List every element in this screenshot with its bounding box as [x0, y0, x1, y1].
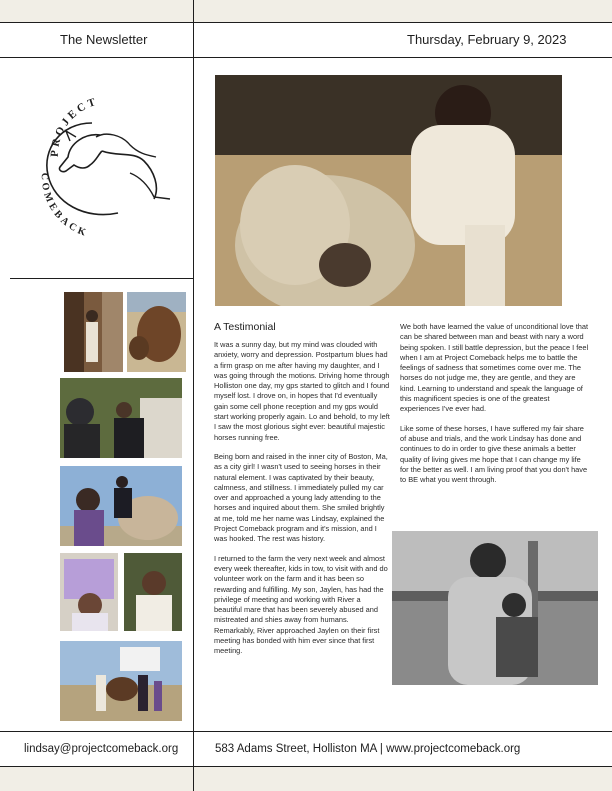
column-divider — [193, 0, 194, 791]
sidebar-rule — [10, 278, 193, 279]
photo-barn-child — [64, 292, 123, 372]
article-paragraph: We both have learned the value of unconditional love that can be shared between man and beast with nary a word being spoken. I still battle depression, but the peace I feel when I am at Project Comeback helps me to battle the feelings of sadness that sometimes come over me. The horses do not judge me, they are gentle, and they are kind. Learning to understand and speak the language of this magnificent species is one of the greatest experiences I've ever had. — [400, 322, 589, 414]
newsletter-title: The Newsletter — [60, 32, 148, 47]
photo-family-horses — [60, 641, 182, 721]
issue-date: Thursday, February 9, 2023 — [407, 32, 567, 47]
svg-text:COMEBACK — [39, 173, 90, 240]
article-paragraph: Being born and raised in the inner city of Boston, Ma, as a city girl! I wasn't used to seeing horses in their natural element. I was captivated by their beauty, calmness, and stillness. I immediately pulled my car over and approached a young lady attending to the horses and inquired about them. She smiled brightly at me, told me her name was Lindsay, explained the Project Comeback program and it's mission, and I was hooked. The rest was history. — [214, 451, 388, 544]
article-column-1 — [214, 321, 390, 666]
top-band — [0, 0, 612, 22]
photo-horse-riders — [60, 466, 182, 546]
article-paragraph: Like some of these horses, I have suffered my fair share of abuse and trials, and the work Lindsay has done and continues to do in order to give these animals a better quality of living gives me hope that I can change my life for the better as well. I am living proof that you don't have to BE what you went through. — [400, 423, 588, 485]
bottom-band — [0, 767, 612, 791]
horse-logo-icon — [30, 95, 180, 245]
photo-winter-group — [60, 378, 182, 458]
article-paragraph: I returned to the farm the very next week and almost every week thereafter, kids in tow, to visit with and do volunteer work on the farm and it has been so rewarding and fulfilling. My son, Jaylen, has had the privilege of meeting and working with River a beautiful mare that has been severely abused and mistreated and shies away from humans. Remarkably, River approached Jaylen on their first meeting has bonded with him ever since that first meeting. — [214, 553, 388, 656]
contact-email[interactable]: lindsay@projectcomeback.org — [24, 743, 179, 755]
photo-smiling-woman — [124, 553, 182, 631]
rule-footer-top — [0, 731, 612, 732]
photo-mother-son-bw — [392, 531, 598, 685]
article-paragraph: It was a sunny day, but my mind was clouded with anxiety, worry and depression. Postpartum blues had a firm grasp on me after having my daughter, and I was going through the motions. Driving home through Holliston one day, my gps started to glitch and I found myself lost. I drove on, in hopes that I'd eventually gain some cell phone reception and my gps would start working properly again. Lo and behold, to my left I saw the most glorious sight ever: beautiful majestic horses running free. — [214, 340, 390, 442]
article-heading: A Testimonial — [214, 321, 276, 333]
logo-top-text: PROJECT — [48, 95, 100, 158]
hero-photo-woman-pony — [215, 75, 562, 306]
logo-bottom-text: COMEBACK — [38, 172, 90, 240]
article-column-2 — [400, 322, 590, 494]
rule-bottom — [0, 766, 612, 767]
photo-child-lavender — [60, 553, 118, 631]
address-and-website[interactable]: 583 Adams Street, Holliston MA | www.projectcomeback.org — [215, 743, 521, 755]
project-comeback-logo — [30, 95, 180, 245]
photo-horse-head — [127, 292, 186, 372]
